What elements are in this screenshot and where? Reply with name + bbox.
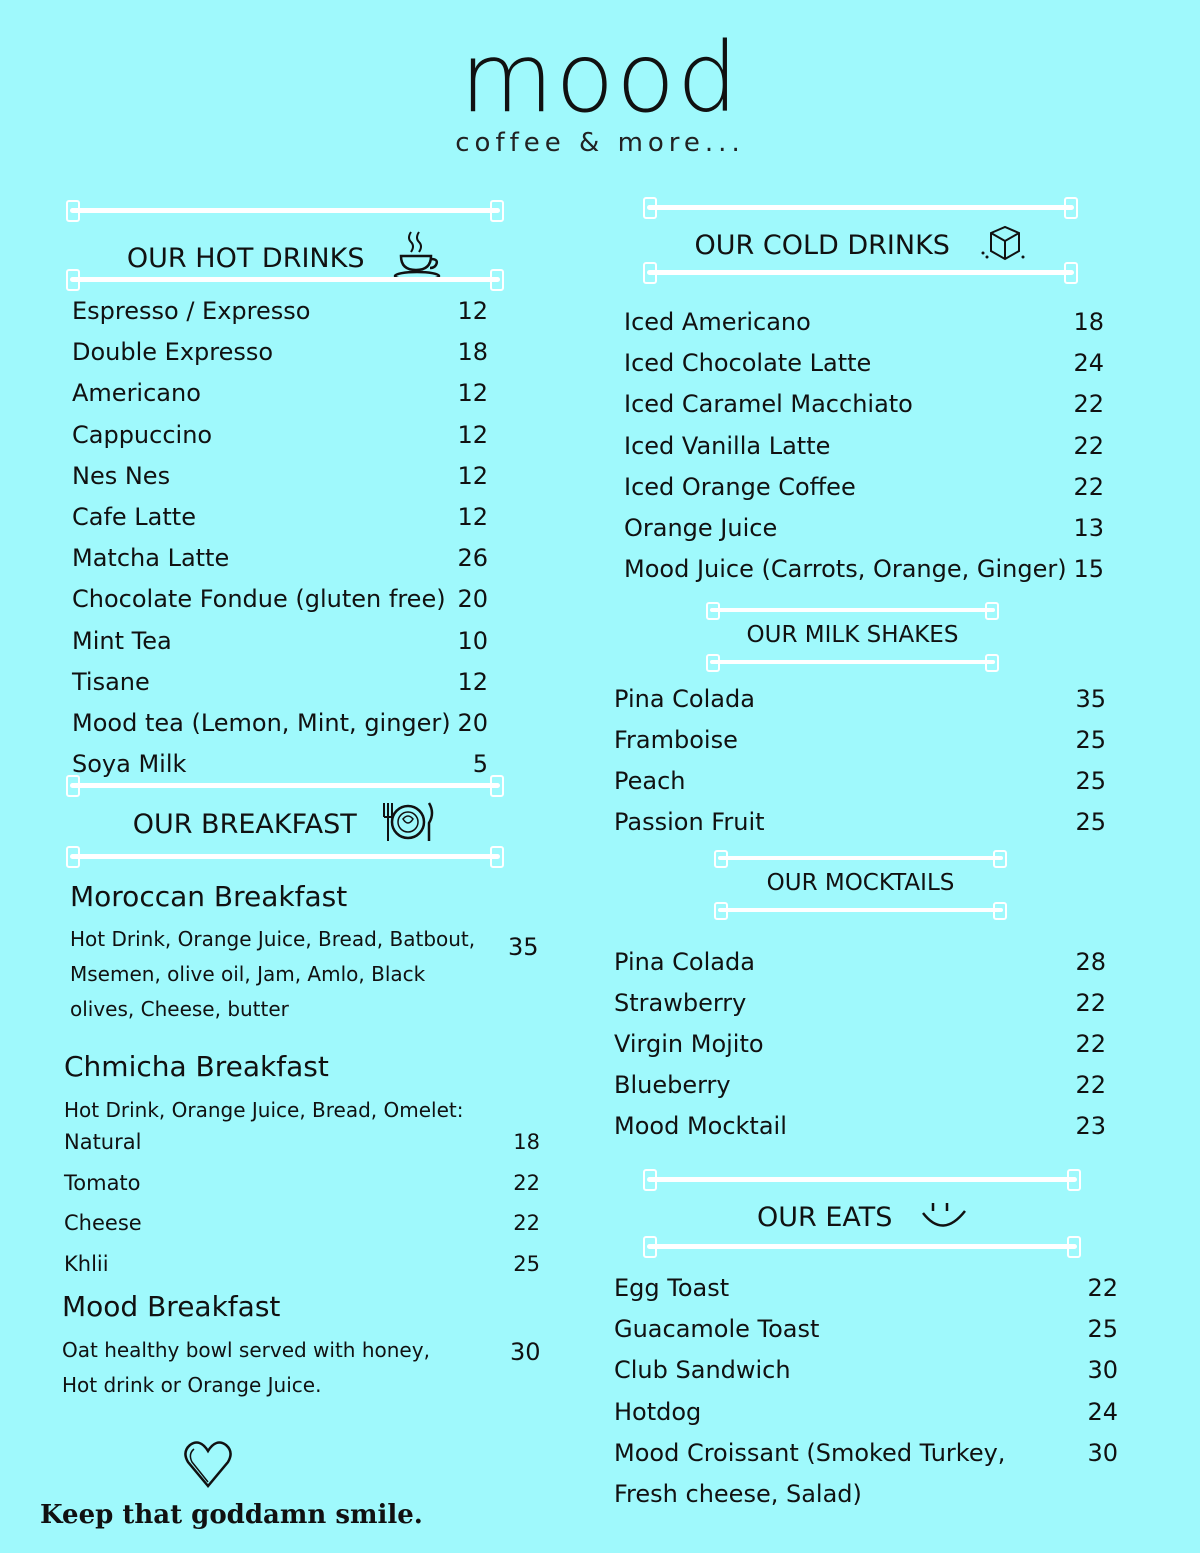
hot-drink-name: Cafe Latte [72, 503, 196, 531]
chmicha-option-price: 22 [513, 1211, 540, 1235]
cold-drink-price: 18 [1073, 308, 1104, 336]
hot-drink-price: 26 [457, 544, 488, 573]
milk-shake-price: 25 [1075, 726, 1106, 754]
hot-drink-name: Nes Nes [72, 461, 171, 490]
eats-item-name: Club Sandwich [614, 1356, 791, 1385]
mocktails-header [718, 856, 1003, 912]
hot-drink-price: 20 [457, 585, 488, 614]
moroccan-breakfast-title: Moroccan Breakfast [70, 880, 348, 913]
hot-drink-name: Espresso / Expresso [72, 297, 311, 325]
eats-item-name: Hotdog [614, 1397, 702, 1426]
eats-header [647, 1177, 1077, 1249]
mocktail-price: 23 [1075, 1112, 1106, 1140]
mocktail-name: Virgin Mojito [614, 1030, 764, 1058]
mood-breakfast-title: Mood Breakfast [62, 1290, 281, 1323]
mocktail-name: Mood Mocktail [614, 1112, 787, 1140]
eats-item-name: Mood Croissant (Smoked Turkey, [614, 1438, 1006, 1467]
chmicha-breakfast-desc: Hot Drink, Orange Juice, Bread, Omelet: [64, 1098, 464, 1122]
milk-shake-price: 25 [1075, 808, 1106, 836]
hot-drinks-header [70, 208, 500, 282]
logo-wordmark: mood [460, 22, 740, 134]
hot-drink-name: Mint Tea [72, 626, 172, 655]
cold-drink-name: Iced Orange Coffee [624, 472, 856, 501]
chmicha-option-price: 25 [513, 1251, 540, 1276]
eats-item-price: 22 [1087, 1274, 1118, 1302]
cold-drink-price: 15 [1073, 555, 1104, 584]
hot-drink-name: Matcha Latte [72, 544, 230, 573]
hot-drink-price: 12 [457, 667, 488, 696]
cold-drink-name: Iced Americano [624, 308, 811, 336]
mocktails-title: OUR MOCKTAILS [766, 870, 955, 896]
milk-shake-price: 35 [1075, 685, 1106, 713]
hot-drink-name: Soya Milk [72, 750, 187, 779]
hot-drink-name: Chocolate Fondue (gluten free) [72, 585, 446, 614]
cold-drink-price: 22 [1073, 431, 1104, 460]
mood-breakfast-desc: Oat healthy bowl served with honey, Hot drink or Orange Juice. [62, 1338, 430, 1397]
hot-drink-price: 12 [457, 379, 488, 408]
eats-item-price: 24 [1087, 1397, 1118, 1426]
hot-drink-name: Double Expresso [72, 338, 274, 367]
breakfast-header [70, 783, 500, 859]
hot-drink-name: Cappuccino [72, 420, 213, 449]
hot-drink-price: 18 [457, 338, 488, 367]
mocktail-price: 22 [1075, 1071, 1106, 1099]
eats-item-name: Guacamole Toast [614, 1315, 820, 1344]
milk-shake-price: 25 [1075, 767, 1106, 795]
chmicha-breakfast-title: Chmicha Breakfast [64, 1050, 329, 1083]
cold-drink-name: Iced Chocolate Latte [624, 349, 872, 378]
hot-drink-name: Americano [72, 379, 201, 408]
milk-shake-name: Pina Colada [614, 685, 755, 713]
mocktail-name: Pina Colada [614, 948, 755, 976]
cold-drink-price: 13 [1073, 514, 1104, 542]
moroccan-breakfast-price: 35 [508, 933, 539, 961]
mocktail-name: Strawberry [614, 989, 747, 1017]
chmicha-option-price: 22 [513, 1170, 540, 1195]
mocktail-name: Blueberry [614, 1071, 731, 1099]
mocktail-price: 22 [1075, 1030, 1106, 1058]
cold-drink-price: 22 [1073, 390, 1104, 419]
milk-shake-name: Peach [614, 767, 686, 795]
hot-drink-price: 12 [457, 503, 488, 531]
eats-item-price: 25 [1087, 1315, 1118, 1344]
smiley-icon [921, 1197, 967, 1240]
mocktail-price: 22 [1075, 989, 1106, 1017]
cold-drinks-header [647, 205, 1074, 275]
cold-drink-price: 24 [1073, 349, 1104, 378]
moroccan-breakfast-desc: Hot Drink, Orange Juice, Bread, Batbout, Msemen, olive oil, Jam, Amlo, Black olives, Cheese, butter [70, 927, 476, 1021]
cold-drink-price: 22 [1073, 472, 1104, 501]
logo [0, 22, 1200, 158]
hot-drink-price: 12 [457, 420, 488, 449]
mocktail-price: 28 [1075, 948, 1106, 976]
footer-slogan: Keep that goddamn smile. [40, 1500, 423, 1530]
cold-drink-name: Iced Vanilla Latte [624, 431, 831, 460]
cold-drink-name: Orange Juice [624, 514, 778, 542]
plate-fork-knife-icon [379, 801, 437, 850]
chmicha-option-name: Natural [64, 1130, 142, 1154]
hot-drink-price: 20 [457, 709, 488, 737]
milk-shakes-header [710, 608, 995, 664]
hot-drink-name: Mood tea (Lemon, Mint, ginger) [72, 709, 451, 737]
milk-shake-name: Framboise [614, 726, 738, 754]
eats-item-price: 30 [1087, 1356, 1118, 1385]
mood-breakfast-price: 30 [510, 1338, 541, 1366]
hot-drinks-title: OUR HOT DRINKS [126, 243, 365, 274]
hot-drink-price: 12 [457, 461, 488, 490]
breakfast-title: OUR BREAKFAST [132, 809, 357, 840]
hot-drink-price: 5 [472, 750, 488, 779]
milk-shakes-title: OUR MILK SHAKES [746, 622, 959, 648]
ice-cube-icon [979, 223, 1027, 270]
logo-tagline: coffee & more... [455, 128, 745, 158]
chmicha-option-name: Khlii [64, 1251, 109, 1276]
eats-item-price: 30 [1087, 1438, 1118, 1467]
hot-drink-price: 12 [457, 297, 488, 325]
hot-drink-name: Tisane [72, 667, 150, 696]
eats-item-name: Fresh cheese, Salad) [614, 1480, 862, 1508]
eats-item-name: Egg Toast [614, 1274, 730, 1302]
chmicha-option-name: Cheese [64, 1211, 142, 1235]
chmicha-option-name: Tomato [64, 1170, 141, 1195]
cold-drink-name: Mood Juice (Carrots, Orange, Ginger) [624, 555, 1067, 584]
chmicha-option-price: 18 [513, 1130, 540, 1154]
cold-drink-name: Iced Caramel Macchiato [624, 390, 913, 419]
heart-icon [182, 1438, 234, 1494]
milk-shake-name: Passion Fruit [614, 808, 765, 836]
eats-title: OUR EATS [756, 1202, 893, 1233]
cold-drinks-title: OUR COLD DRINKS [694, 230, 950, 261]
hot-drink-price: 10 [457, 626, 488, 655]
